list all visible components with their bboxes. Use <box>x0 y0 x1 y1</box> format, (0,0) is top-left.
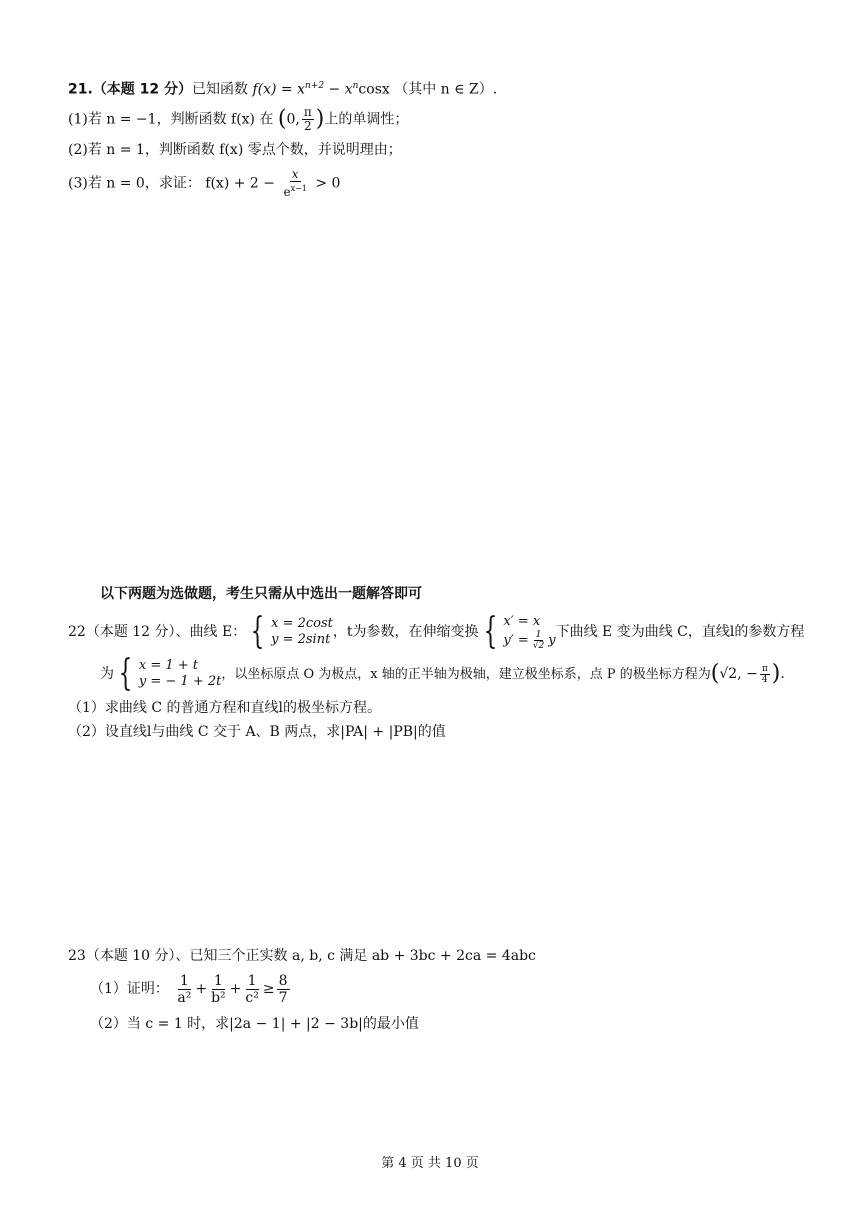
q21-part2-text: (2)若 n = 1，判断函数 f(x) 零点个数，并说明理由； <box>68 142 402 158</box>
q21-part3-tail: > 0 <box>315 175 341 192</box>
optional-note: 以下两题为选做题，考生只需从中选出一题解答即可 <box>100 586 422 602</box>
page-footer: 第 4 页 共 10 页 <box>381 1156 479 1171</box>
q21-part3 <box>68 168 340 199</box>
q22-sys2-row1: x′ = x <box>503 613 541 629</box>
q21-part1: (1)若 n = −1，判断函数 f(x) 在 (0, $\frac{\pi}{2}$ )上的单调性； <box>68 105 409 133</box>
q21-frac-exp: x−1 <box>290 184 307 193</box>
q22-sys2-den: √2 <box>532 640 545 651</box>
q22-heading: 22（本题 12 分）、曲线 E： <box>68 624 247 640</box>
q22-line2-mid: ，以坐标原点 O 为极点，x 轴的正半轴为极轴，建立极坐标系，点 P 的极坐标方程为 <box>221 667 711 682</box>
q21-cos: cosx <box>358 81 390 98</box>
q22-system-transform: { x′ = x y′ = $\frac{1}{√2}$ y <box>483 611 556 652</box>
q22-line2-pre: 为 <box>100 666 114 682</box>
q21-exp2: n <box>352 81 359 91</box>
q23-stem: 23（本题 10 分）、已知三个正实数 a, b, c 满足 ab + 3bc + 2ca = 4abc <box>68 948 536 964</box>
q22-sys1-row1: x = 2cost <box>271 616 333 631</box>
q23-part2: （2）当 c = 1 时，求|2a − 1| + |2 − 3b|的最小值 <box>90 1016 419 1032</box>
q22-p-num: π <box>761 663 768 674</box>
q22-p-coord: √2, − <box>719 666 758 682</box>
q21-intro: 已知函数 <box>192 81 249 98</box>
q22-part2: （2）设直线l与曲线 C 交于 A、B 两点，求|PA| + |PB|的值 <box>68 724 446 740</box>
q23-f3-den: c² <box>245 989 259 1006</box>
q23-f4-num: 8 <box>278 972 288 989</box>
q23-plus-2: + <box>229 981 242 997</box>
q22-sys3-row1: x = 1 + t <box>138 658 199 673</box>
q22-sys2-row2b: y <box>548 632 556 648</box>
q22-tail: 下曲线 E 变为曲线 C，直线l的参数方程 <box>555 624 805 640</box>
q21-exp1: n+2 <box>305 81 325 91</box>
q22-system-line: { x = 1 + t y = − 1 + 2t <box>118 653 222 694</box>
q21-pi: π <box>303 105 312 119</box>
q22-stem <box>68 612 804 652</box>
q23-f3-num: 1 <box>247 972 257 989</box>
q22-part1: （1）求曲线 C 的普通方程和直线l的极坐标方程。 <box>68 700 381 716</box>
q23-f1-den: a² <box>177 989 192 1006</box>
q21-part1-tail: 上的单调性； <box>324 111 409 128</box>
q21-frac-den: e <box>283 185 291 199</box>
q21-interval-start: 0, <box>286 111 300 128</box>
q21-stem <box>68 76 497 100</box>
q23-f2-num: 1 <box>213 972 223 989</box>
q22-sys1-row2: y = 2sint <box>271 632 331 647</box>
q22-p-den: 4 <box>761 674 768 685</box>
q23-plus-1: + <box>195 981 208 997</box>
q23-f1-num: 1 <box>179 972 189 989</box>
q23-geq: ≥ <box>262 981 275 997</box>
q21-func: f(x) = x <box>252 81 306 98</box>
q21-part3-text: (3)若 n = 0，求证： f(x) + 2 − <box>68 175 276 192</box>
q21-part2 <box>68 140 402 160</box>
q21-minus: − x <box>324 81 353 98</box>
q23-part1-text: （1）证明： <box>90 981 169 997</box>
q21-part1-text: (1)若 n = −1，判断函数 f(x) 在 <box>68 111 274 128</box>
q21-frac-num: x <box>291 167 299 181</box>
q23-f4-den: 7 <box>278 989 288 1006</box>
q21-heading: 21.（本题 12 分） <box>68 81 193 98</box>
q21-condition: （其中 n ∈ Z）. <box>394 81 498 98</box>
q22-line2-end: . <box>780 666 785 682</box>
q21-two: 2 <box>304 119 312 133</box>
q23-f2-den: b² <box>211 989 226 1006</box>
q22-mid: ，t为参数，在伸缩变换 <box>332 624 479 640</box>
q22-system-e: { x = 2cost y = 2sint <box>250 611 333 652</box>
q22-sys2-row2a: y′ = <box>503 632 529 648</box>
q22-line2: 为 { x = 1 + t y = − 1 + 2t ，以坐标原点 O 为极点，x 轴的正半轴为极轴，建立极坐标系，点 P 的极坐标方程为(√2, − $\frac{\pi}{4}$ ). <box>100 653 785 694</box>
q23-part1 <box>90 972 292 1006</box>
q22-sys3-row2: y = − 1 + 2t <box>138 674 222 689</box>
q22-sys2-num: 1 <box>535 629 542 640</box>
